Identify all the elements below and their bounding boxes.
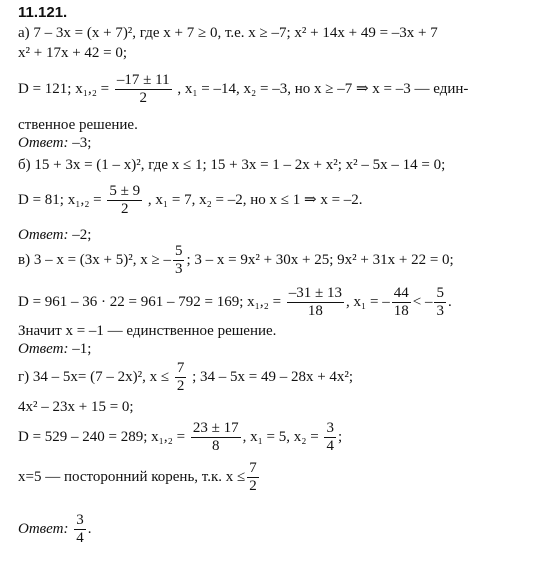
part-b-d-text: D = 81; x₁,₂ = [18,191,102,208]
part-g-line-1-post: ; 34 – 5x = 49 – 28x + 4x²; [192,368,354,385]
part-g-x2-fraction [324,420,336,455]
part-a-d-text: D = 121; x₁,₂ = [18,80,110,97]
part-a-answer [18,134,91,152]
fraction-denominator: 3 [174,261,183,277]
part-g-extraneous-text: x=5 — посторонний корень, т.к. x ≤ [18,468,246,485]
part-g-answer [18,512,91,547]
fraction-denominator: 4 [326,438,334,454]
part-a-roots-text: , x₁ = –14, x₂ = –3, но x ≥ –7 ⇒ x = –3 — един- [177,80,469,97]
part-g-condition-fraction [175,360,187,395]
part-b-answer [18,226,91,244]
answer-value: –1; [68,341,92,357]
part-g-discriminant-line [18,420,342,455]
problem-number: 11.121. [18,4,68,21]
fraction-numerator: 23 ± 17 [192,420,239,436]
answer-end: . [87,520,92,537]
answer-value: –2; [68,227,92,243]
fraction-numerator: 5 [436,285,444,301]
fraction-denominator: 18 [307,303,323,319]
part-g-answer-fraction [74,512,86,547]
fraction-numerator: 7 [176,360,185,376]
fraction-numerator: 3 [76,512,84,528]
answer-value: –3; [68,135,92,151]
answer-label: Ответ: [18,227,69,243]
part-a-roots-fraction [115,72,172,107]
fraction-numerator: 5 ± 9 [109,183,141,199]
part-v-d-text: D = 961 – 36 · 22 = 961 – 792 = 169; x₁,₂ = [18,293,282,310]
fraction-denominator: 2 [176,378,185,394]
part-v-answer [18,340,91,358]
fraction-denominator: 18 [393,303,409,319]
part-g-extraneous-fraction [247,460,259,495]
part-g-line-2: 4x² – 23x + 15 = 0; [18,399,134,415]
fraction-numerator: 44 [393,285,409,301]
part-a-line-4: ственное решение. [18,117,138,133]
part-v-mid-text: , x₁ = – [346,293,390,310]
part-v-condition-fraction [173,243,185,278]
part-b-roots-fraction [107,183,142,218]
part-v-discriminant-line [18,285,452,320]
part-a-line-2: x² + 17x + 42 = 0; [18,45,128,61]
fraction-denominator: 2 [139,90,147,106]
fraction-numerator: –17 ± 11 [116,72,170,88]
fraction-denominator: 8 [211,438,220,454]
fraction-denominator: 4 [76,530,84,546]
answer-label: Ответ: [18,135,69,151]
part-v-x1-fraction [392,285,411,320]
part-v-line-1-pre: в) 3 – x = (3x + 5)², x ≥ – [18,251,171,268]
part-v-bound-fraction [434,285,446,320]
part-v-conclusion: Значит x = –1 — единственное решение. [18,323,277,339]
part-b-discriminant-line [18,183,363,218]
part-v-compare-text: < – [412,293,433,310]
fraction-denominator: 3 [436,303,444,319]
answer-label: Ответ: [18,341,69,357]
fraction-numerator: 3 [326,420,334,436]
part-v-end: . [447,293,452,310]
part-g-d-text: D = 529 – 240 = 289; x₁,₂ = [18,428,186,445]
part-b-roots-text: , x₁ = 7, x₂ = –2, но x ≤ 1 ⇒ x = –2. [147,191,363,208]
part-g-line-1-pre: г) 34 – 5x= (7 – 2x)², x ≤ [18,368,170,385]
part-v-roots-fraction [287,285,344,320]
part-b-line-1: б) 15 + 3x = (1 – x)², где x ≤ 1; 15 + 3x = 1 – 2x + x²; x² – 5x – 14 = 0; [18,157,446,173]
part-a-line-1: а) 7 – 3x = (x + 7)², где x + 7 ≥ 0, т.е. x ≥ –7; x² + 14x + 49 = –3x + 7 [18,25,438,41]
fraction-numerator: 7 [249,460,257,476]
part-g-line-1 [18,360,353,395]
fraction-denominator: 2 [121,201,129,217]
fraction-denominator: 2 [249,478,257,494]
part-g-extraneous-line [18,460,261,495]
part-v-line-1-post: ; 3 – x = 9x² + 30x + 25; 9x² + 31x + 22 = 0; [186,251,454,268]
part-a-discriminant-line [18,72,468,107]
part-g-mid-text: , x₁ = 5, x₂ = [242,428,319,445]
part-g-end: ; [337,428,343,445]
part-v-line-1 [18,243,454,278]
part-g-roots-fraction [191,420,241,455]
fraction-numerator: –31 ± 13 [288,285,343,301]
fraction-numerator: 5 [174,243,183,259]
answer-label: Ответ: [18,520,69,537]
